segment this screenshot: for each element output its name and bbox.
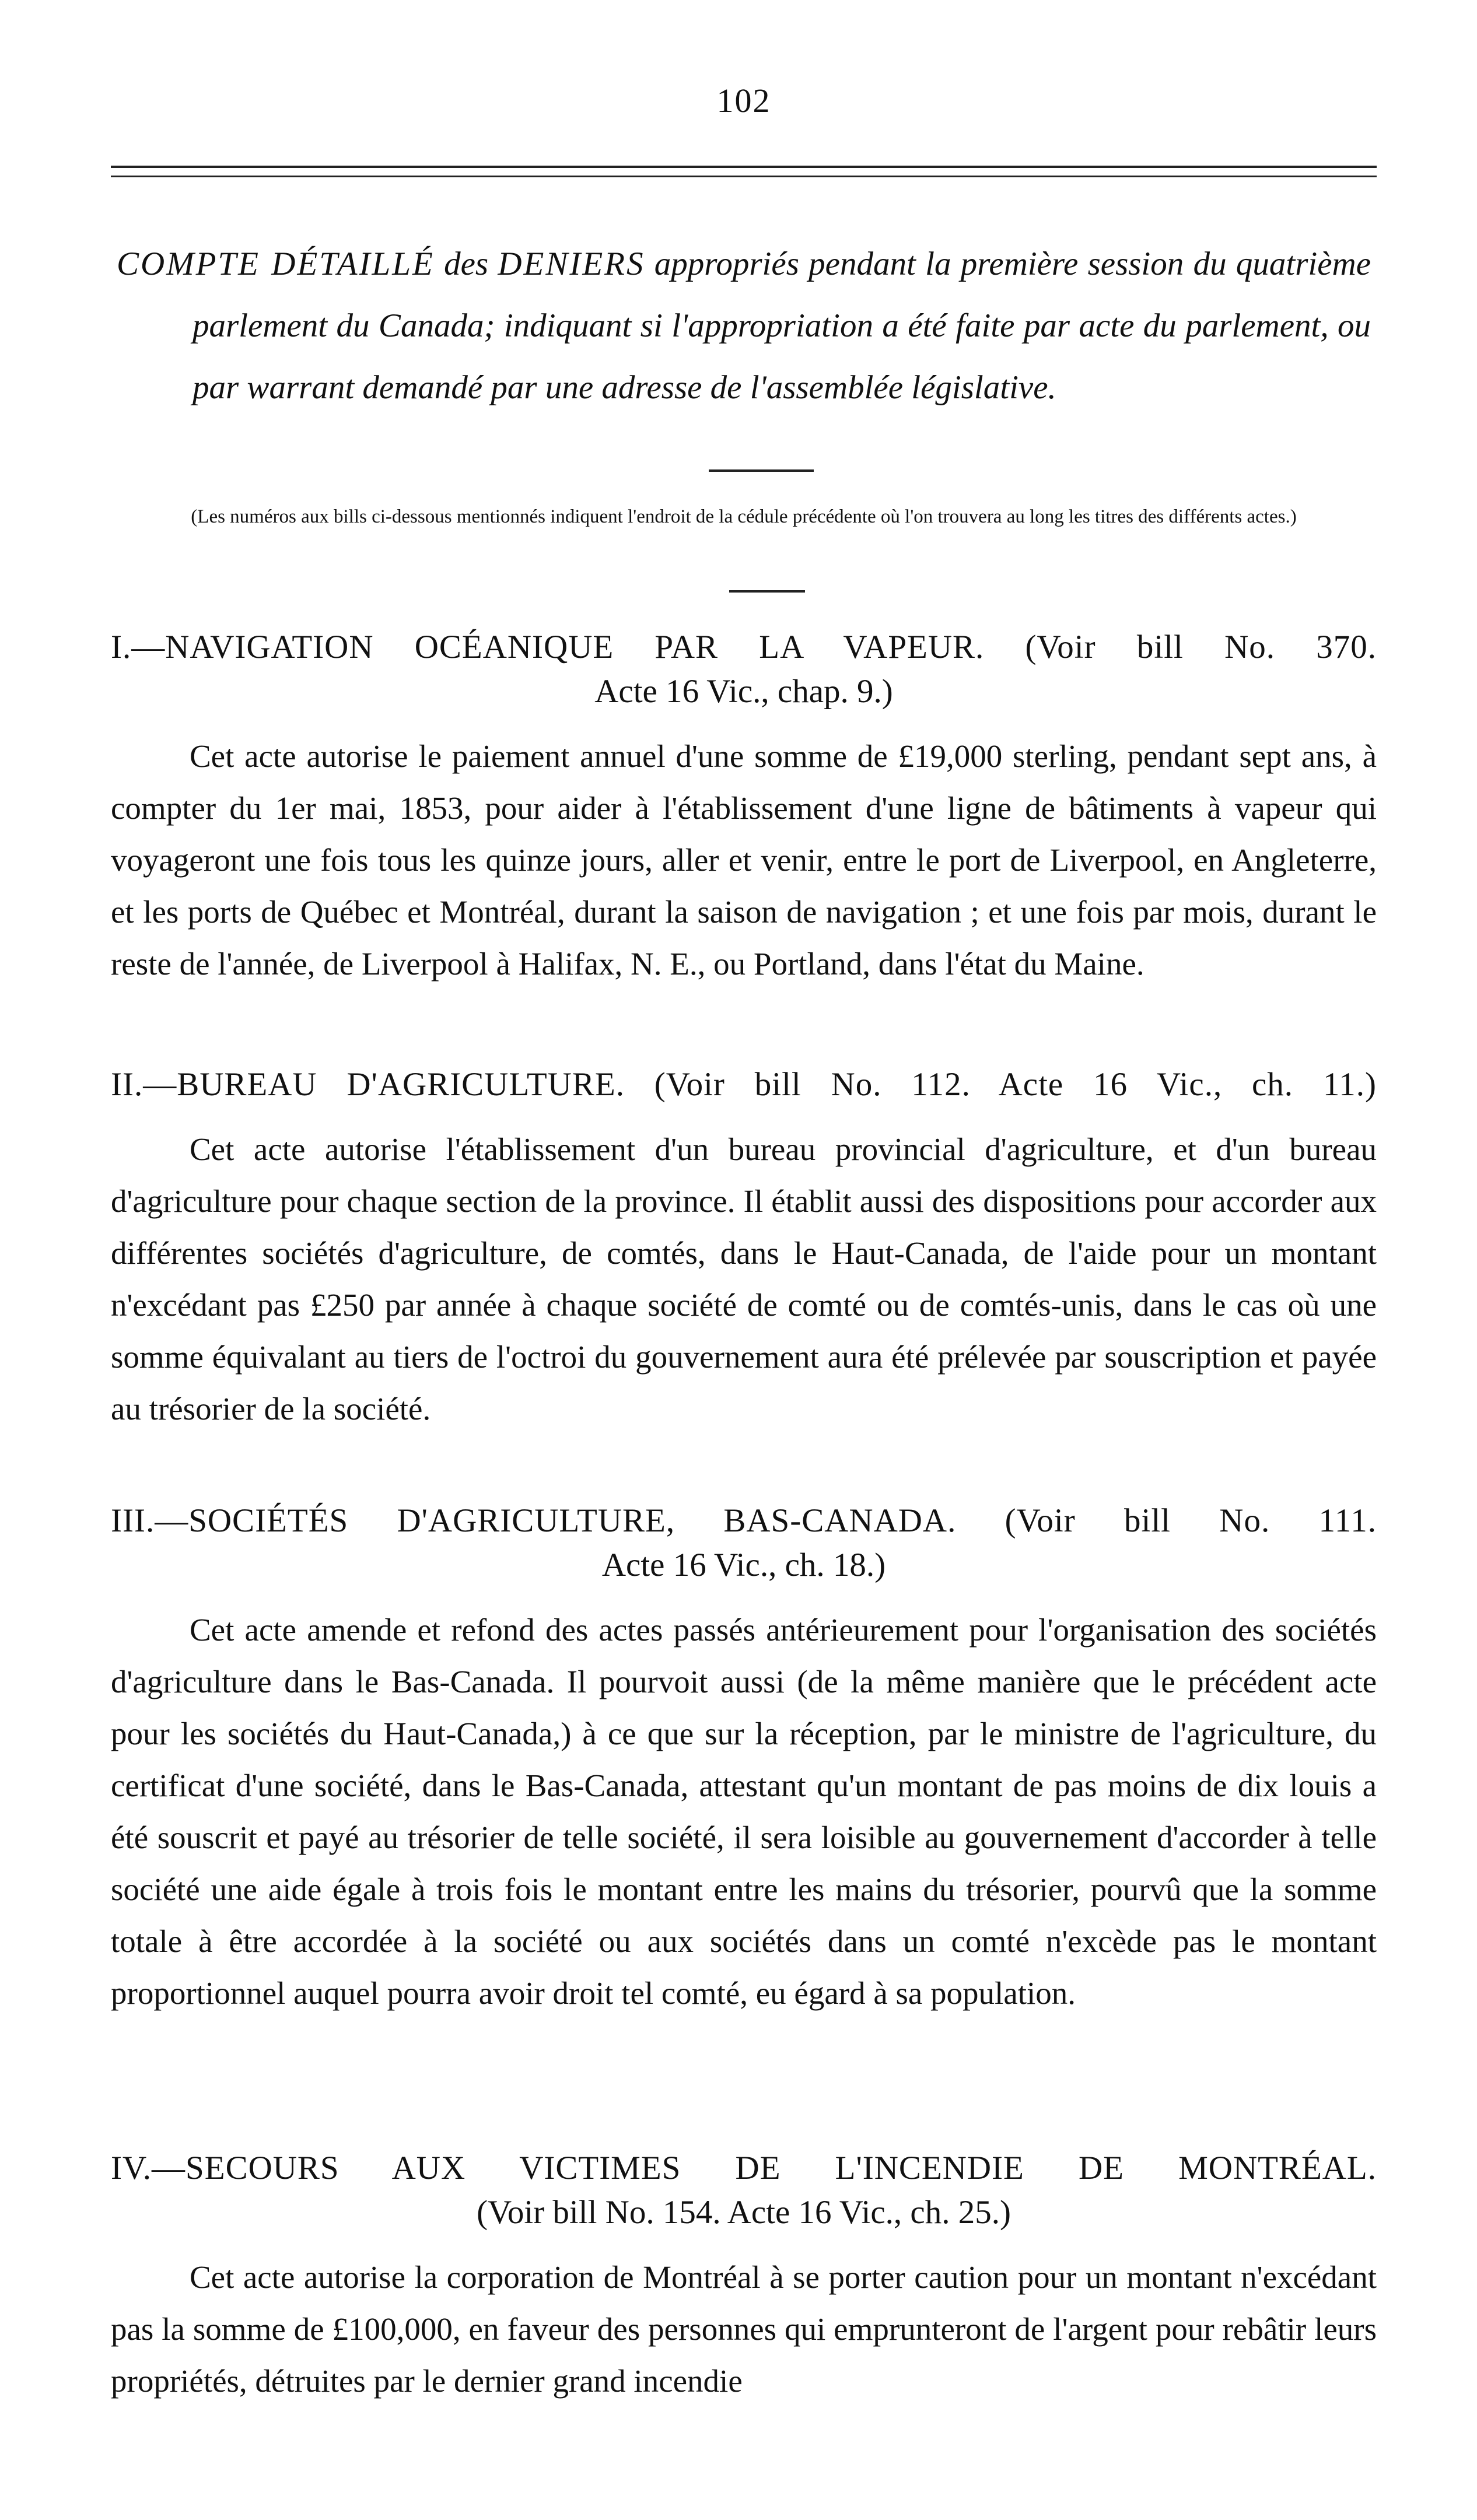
section-1-heading: I.—NAVIGATION OCÉANIQUE PAR LA VAPEUR. (Voir bill No. 370.	[111, 629, 1377, 665]
title-part-1: COMPTE DÉTAILLÉ	[117, 246, 435, 282]
header-double-rule	[111, 166, 1377, 177]
section-2-heading: II.—BUREAU D'AGRICULTURE. (Voir bill No. 112. Acte 16 Vic., ch. 11.)	[111, 1066, 1377, 1103]
title-part-4: appropriés pendant la première session du quatrième parlement du Canada; indiquant si l'appropriation a été faite par acte du parlement, ou par warrant demandé par une adresse de l'assemblée législative.	[192, 246, 1371, 406]
page-number: 102	[716, 82, 771, 120]
section-4-heading-ref: (Voir bill No. 154. Acte 16 Vic., ch. 25.)	[477, 2194, 1011, 2231]
document-page	[111, 0, 1377, 2520]
editorial-note: (Les numéros aux bills ci-dessous mentionnés indiquent l'endroit de la cédule précédente où l'on trouvera au long les titres des différents actes.)	[191, 506, 1297, 527]
section-2	[111, 1063, 1377, 1435]
separator-rule-2	[729, 590, 805, 593]
title-part-2: des	[434, 246, 498, 282]
separator-rule-1	[709, 469, 814, 472]
section-1-paragraph: Cet acte autorise le paiement annuel d'une somme de £19,000 sterling, pendant sept ans, à compter du 1er mai, 1853, pour aider à l'établissement d'une ligne de bâtiments à vapeur qui voyageront une fois tous les quinze jours, aller et venir, entre le port de Liverpool, en Angleterre, et les ports de Québec et Montréal, durant la saison de navigation ; et une fois par mois, durant le reste de l'année, de Liverpool à Halifax, N. E., ou Portland, dans l'état du Maine.	[111, 738, 1377, 982]
section-3-paragraph: Cet acte amende et refond des actes passés antérieurement pour l'organisation des sociétés d'agriculture dans le Bas-Canada. Il pourvoit aussi (de la même manière que le précédent acte pour les sociétés du Haut-Canada,) à ce que sur la réception, par le ministre de l'agriculture, du certificat d'une société, dans le Bas-Canada, attestant qu'un montant de pas moins de dix louis a été souscrit et payé au trésorier de telle société, il sera loisible au gouvernement d'accorder à telle société une aide égale à trois fois le montant entre les mains du trésorier, pourvû que la somme totale à être accordée à la société ou aux sociétés dans un comté n'excède pas le montant proportionnel auquel pourra avoir droit tel comté, eu égard à sa population.	[111, 1612, 1377, 2011]
document-title	[117, 233, 1371, 419]
section-1-heading-ref: Acte 16 Vic., chap. 9.)	[594, 673, 893, 710]
section-3-heading: III.—SOCIÉTÉS D'AGRICULTURE, BAS-CANADA. (Voir bill No. 111.	[111, 1502, 1377, 1539]
section-3	[111, 1499, 1377, 2019]
section-3-heading-ref: Acte 16 Vic., ch. 18.)	[601, 1547, 886, 1583]
title-part-3: DENIERS	[498, 246, 645, 282]
section-4-heading: IV.—SECOURS AUX VICTIMES DE L'INCENDIE DE MONTRÉAL.	[111, 2150, 1377, 2186]
section-2-paragraph: Cet acte autorise l'établissement d'un bureau provincial d'agriculture, et d'un bureau d'agriculture pour chaque section de la province. Il établit aussi des dispositions pour accorder aux différentes sociétés d'agriculture, de comtés, dans le Haut-Canada, de l'aide pour un montant n'excédant pas £250 par année à chaque société de comté ou de comtés-unis, dans le cas où une somme équivalant au tiers de l'octroi du gouvernement aura été prélevée par souscription et payée au trésorier de la société.	[111, 1131, 1377, 1427]
section-4-paragraph: Cet acte autorise la corporation de Montréal à se porter caution pour un montant n'excédant pas la somme de £100,000, en faveur des personnes qui emprunteront de l'argent pour rebâtir leurs propriétés, détruites par le dernier grand incendie	[111, 2259, 1377, 2399]
section-4	[111, 2146, 1377, 2407]
section-1	[111, 625, 1377, 990]
